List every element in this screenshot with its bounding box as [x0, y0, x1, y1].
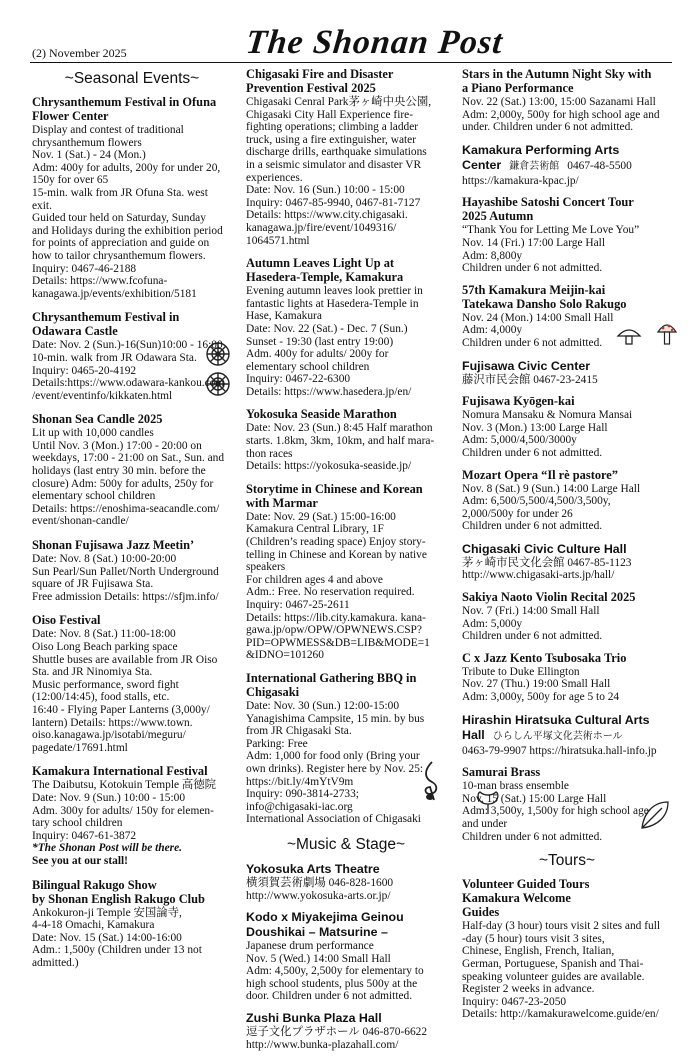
event-detail-line: 藤沢市民会館 0467-23-2415: [462, 373, 598, 386]
event-detail-line: Children under 6 not admitted.: [462, 630, 603, 643]
event-detail-line: gawa.jp/opw/OPW/OPWNEWS.CSP?: [246, 624, 422, 637]
event-detail-line: 10-min. walk from JR Odawara Sta.: [32, 351, 197, 364]
event-detail-line: speakers: [246, 561, 286, 574]
event-detail-line: Music performance, sword fight: [32, 678, 179, 691]
column-events-music: [246, 68, 446, 1059]
event-detail-line: chrysanthemum flowers: [32, 136, 142, 149]
event-detail-line: Adm: 5,000y: [462, 617, 523, 630]
event-title: Guides: [462, 905, 500, 920]
event-detail-line: Inquiry: 0465-20-4192: [32, 364, 137, 377]
event-detail-line: 横須賀芸術劇場 046-828-1600: [246, 876, 394, 889]
event-detail-line: Nov. 24 (Mon.) 14:00 Small Hall: [462, 311, 614, 324]
event-title: Chigasaki: [246, 684, 300, 699]
venue-title: [462, 143, 672, 157]
event-detail-line: Adm: 5,000/4,500/3000y: [462, 434, 577, 447]
event-detail-line: Yanagishima Campsite, 15 min. by bus: [246, 712, 425, 725]
event-detail-line: “Thank You for Letting Me Love You”: [462, 224, 640, 237]
event-listing: [462, 469, 672, 533]
event-detail-line: Details: https://lib.city.kamakura. kana-: [246, 611, 426, 624]
event-listing: [246, 408, 446, 472]
event-title: 2025 Autumn: [462, 209, 534, 224]
event-detail-line: Date: Nov. 9 (Sun.) 10:00 - 15:00: [32, 791, 186, 804]
event-detail-line: Hase, Kamakura: [246, 310, 322, 323]
event-detail-line: 10-man brass ensemble: [462, 780, 569, 793]
event-detail-line: fantastic lights at Hasedera-Temple in: [246, 297, 419, 310]
event-detail-line: 1064571.html: [246, 234, 310, 247]
event-detail-line: Inquiry: 0467-23-2050: [462, 995, 567, 1008]
event-listing: [32, 96, 232, 300]
event-detail-line: starts. 1.8km, 3km, 10km, and half mara-: [246, 435, 435, 448]
event-detail-line: Chigasaki City Hall Experience fire-: [246, 108, 414, 121]
event-detail-line: 2,000/500y for under 26: [462, 507, 573, 520]
event-title: Sakiya Naoto Violin Recital 2025: [462, 590, 636, 605]
event-detail-line: German, Portuguese, Spanish and Thai-: [462, 957, 644, 970]
event-title: Prevention Festival 2025: [246, 81, 376, 95]
event-detail-line: Children under 6 not admitted.: [462, 262, 603, 275]
event-detail-line: 16:40 - Flying Paper Lanterns (3,000y/: [32, 703, 210, 716]
event-title: Yokosuka Seaside Marathon: [246, 407, 397, 422]
event-detail-line: Sta. and JR Ninomiya Sta.: [32, 666, 153, 679]
event-listing: [462, 542, 672, 582]
event-detail-line: Free admission Details: https://sfjm.info/: [32, 590, 219, 603]
event-detail-line: Date: Nov. 29 (Sat.) 15:00-16:00: [246, 510, 396, 523]
venue-name: Chigasaki Civic Culture Hall: [462, 541, 627, 556]
event-detail-line: Inquiry: 0467-46-2188: [32, 262, 137, 275]
section-heading-seasonal-events: ~Seasonal Events~: [64, 70, 200, 87]
event-detail-line: Lit up with 10,000 candles: [32, 427, 154, 440]
section-heading-music-stage: ~Music & Stage~: [286, 835, 406, 853]
venue-title-cont: [462, 728, 672, 744]
event-detail-line: speaking volunteer guides are available.: [462, 970, 645, 983]
event-detail-line: and under: [462, 818, 508, 830]
event-title: Storytime in Chinese and Korean: [246, 481, 423, 496]
event-detail-line: Nov. 8 (Sat.) 9 (Sun.) 14:00 Large Hall: [462, 482, 641, 495]
event-title: Tatekawa Dansho Solo Rakugo: [462, 296, 627, 311]
event-title: Flower Center: [32, 109, 109, 123]
column-venues-tours: [462, 68, 672, 1021]
event-detail-line: Adm: 2,000y, 500y for high school age and: [462, 108, 660, 121]
event-detail-line: 15-min. walk from JR Ofuna Sta. west: [32, 186, 208, 199]
event-detail-line: from JR Chigasaki Sta.: [246, 725, 352, 738]
event-note-line: See you at our stall!: [32, 854, 128, 867]
event-title: Yokosuka Arts Theatre: [246, 861, 380, 876]
event-detail-line: lantern) Details: https://www.town.: [32, 716, 193, 729]
event-detail-line: pagedate/17691.html: [32, 741, 128, 754]
event-detail-line: Date: Nov. 8 (Sat.) 10:00-20:00: [32, 553, 177, 566]
event-detail-line: Date: Nov. 16 (Sun.) 10:00 - 15:00: [246, 184, 405, 197]
event-listing: [246, 1011, 446, 1051]
event-title: Kamakura Welcome: [462, 891, 571, 906]
event-detail-line: closure) Adm: 500y for adults, 250y for: [32, 477, 214, 490]
event-detail-line: Adm. 300y for adults/ 150y for elemen-: [32, 804, 214, 817]
event-detail-line: how to tailor chrysanthemum flowers.: [32, 249, 206, 262]
event-detail-line: Inquiry: 0467-61-3872: [32, 829, 137, 842]
event-detail-line: info@chigasaki-iac.org: [246, 800, 353, 813]
event-detail-line: Inquiry: 090-3814-2733;: [246, 788, 359, 801]
event-listing: [32, 765, 232, 867]
event-listing: [462, 196, 672, 274]
event-detail-line: Kamakura Central Library, 1F: [246, 523, 384, 536]
event-title: Mozart Opera “Il rè pastore”: [462, 467, 618, 482]
event-listing: [32, 879, 232, 970]
event-detail-line: Sun Pearl/Sun Pallet/North Underground: [32, 565, 219, 578]
event-listing: [32, 413, 232, 528]
event-detail-line: Sunset - 19:30 (last entry 19:00): [246, 335, 394, 348]
event-detail-line: Half-day (3 hour) tours visit 2 sites and full: [462, 920, 661, 933]
event-title: Hasedera-Temple, Kamakura: [246, 270, 404, 285]
event-detail-line: 逗子文化プラザホール 046-870-6622: [246, 1026, 428, 1039]
event-title: Chrysanthemum Festival in: [32, 310, 180, 325]
event-title: Autumn Leaves Light Up at: [246, 256, 395, 271]
event-detail-line: Guided tour held on Saturday, Sunday: [32, 212, 206, 225]
venue-title: [462, 359, 672, 373]
event-detail-line: Chinese, English, French, Italian,: [462, 945, 615, 958]
event-detail-line: http://www.bunka-plazahall.com/: [246, 1038, 399, 1051]
event-detail-line: (12:00/14:45), food stalls, etc.: [32, 691, 170, 704]
event-detail-line: elementary school children: [32, 490, 156, 503]
event-title: Volunteer Guided Tours: [462, 877, 590, 892]
event-title: International Gathering BBQ in: [246, 670, 417, 685]
event-detail-line: Nov. 27 (Thu.) 19:00 Small Hall: [462, 678, 611, 691]
event-title: Shonan Fujisawa Jazz Meetin’: [32, 538, 195, 553]
venue-phone: 0467-48-5500: [567, 159, 632, 172]
event-detail-line: Details: https://enoshima-seacandle.com/: [32, 502, 220, 515]
event-listing: [246, 672, 446, 826]
venue-name: Hirashin Hiratsuka Cultural Arts: [462, 712, 650, 727]
event-detail-line: https://bit.ly/4mYtV9m: [246, 775, 354, 788]
event-detail-line: tary school children: [32, 817, 123, 830]
event-title: Hayashibe Satoshi Concert Tour: [462, 195, 634, 210]
event-detail-line: Adm.: 1,500y (Children under 13 not: [32, 944, 202, 957]
event-detail-line: Chigasaki Cenral Park茅ヶ崎中央公園,: [246, 96, 432, 108]
event-detail-line: oiso.kanagawa.jp/isotabi/meguru/: [32, 729, 186, 742]
event-title: Oiso Festival: [32, 613, 101, 628]
event-detail-line: for points of appreciation and guide on: [32, 237, 210, 250]
venue-name-cont: Hall: [462, 727, 485, 742]
event-detail-line: holidays (last entry 30 min. before the: [32, 465, 206, 478]
event-detail-line: 4-4-18 Omachi, Kamakura: [32, 919, 155, 932]
event-detail-line: Adm. 400y for adults/ 200y for: [246, 348, 389, 361]
event-listing: [462, 68, 672, 134]
event-listing: [246, 257, 446, 398]
event-title: by Shonan English Rakugo Club: [32, 891, 205, 906]
issue-label: (2) November 2025: [32, 46, 127, 60]
event-detail-line: Details:https://www.odawara-kankou.com: [32, 377, 225, 390]
event-detail-line: Adm: 1,000 for food only (Bring your: [246, 750, 420, 763]
venue-title: [462, 713, 672, 727]
event-detail-line: Adm: 3,500y, 1,500y for high school age: [462, 805, 649, 818]
event-detail-line: truck, using a fire extinguisher, water: [246, 133, 417, 146]
event-detail-line: Date: Nov. 23 (Sun.) 8:45 Half marathon: [246, 422, 433, 435]
column-seasonal-events: [32, 68, 232, 980]
event-title: Stars in the Autumn Night Sky with: [462, 67, 652, 81]
event-listing: [32, 311, 232, 402]
event-detail-line: Nov. 5 (Wed.) 14:00 Small Hall: [246, 952, 391, 965]
event-detail-line: Adm.: Free. No reservation required.: [246, 586, 415, 599]
event-note-line: *The Shonan Post will be there.: [32, 842, 182, 855]
event-detail-line: Date: Nov. 22 (Sat.) - Dec. 7 (Sun.): [246, 322, 408, 335]
event-listing: [246, 483, 446, 662]
event-detail-line: Inquiry: 0467-22-6300: [246, 373, 351, 386]
event-detail-line: Adm: 400y for adults, 200y for under 20,: [32, 161, 221, 174]
event-detail-line: Nov. 1 (Sat.) - 24 (Mon.): [32, 149, 146, 162]
event-detail-line: own drinks). Register here by Nov. 25:: [246, 762, 424, 775]
event-detail-line: door. Children under 6 not admitted.: [246, 990, 413, 1003]
event-listing: [246, 910, 446, 1003]
event-listing: [462, 395, 672, 459]
event-detail-line: Japanese drum performance: [246, 940, 374, 953]
event-detail-line: fighting operations; climbing a ladder: [246, 121, 419, 134]
event-title: Zushi Bunka Plaza Hall: [246, 1011, 382, 1026]
event-detail-line: kanagawa.jp/fire/event/1049316/: [246, 221, 397, 234]
event-detail-line: event/shonan-candle/: [32, 515, 129, 528]
event-listing: [462, 713, 672, 758]
venue-title-cont: [462, 158, 672, 174]
event-detail-line: elementary school children: [246, 360, 370, 373]
event-detail-line: Nov. 22 (Sat.) 13:00, 15:00 Sazanami Hall: [462, 96, 656, 108]
venue-japanese-name: 鎌倉芸術館: [509, 160, 560, 172]
event-detail-line: Register 2 weeks in advance.: [462, 983, 595, 996]
event-detail-line: Children under 6 not admitted.: [462, 446, 603, 459]
event-detail-line: Details: http://kamakurawelcome.guide/en/: [462, 1008, 659, 1021]
venue-title: [462, 542, 672, 556]
event-detail-line: square of JR Fujisawa Sta.: [32, 578, 154, 591]
event-detail-line: Children under 6 not admitted.: [462, 520, 603, 533]
event-detail-line: thon races: [246, 447, 293, 460]
event-detail-line: 150y for over 65: [32, 174, 109, 187]
event-detail-line: high school students, plus 500y at the: [246, 977, 418, 990]
event-detail-line: PID=OPWMESS&DB=LIB&MODE=1: [246, 636, 430, 649]
event-detail-line: 0463-79-9907 https://hiratsuka.hall-info.jp: [462, 744, 657, 757]
event-title: Samurai Brass: [462, 765, 541, 780]
event-detail-line: kanagawa.jp/events/exhibition/5181: [32, 287, 197, 300]
event-detail-line: Nov. 15 (Sat.) 15:00 Large Hall: [462, 792, 607, 805]
event-detail-line: Adm: 8,800y: [462, 249, 523, 262]
event-detail-line: https://kamakura-kpac.jp/: [462, 174, 579, 187]
event-detail-line: Oiso Long Beach parking space: [32, 641, 178, 653]
event-title: C x Jazz Kento Tsubosaka Trio: [462, 650, 627, 665]
event-detail-line: Parking: Free: [246, 737, 308, 750]
event-detail-line: Children under 6 not admitted.: [462, 830, 603, 843]
event-detail-line: Until Nov. 3 (Mon.) 17:00 - 20:00 on: [32, 439, 202, 452]
event-listing: [246, 68, 446, 247]
venue-name: Kamakura Performing Arts: [462, 142, 620, 157]
event-detail-line: under. Children under 6 not admitted.: [462, 121, 634, 134]
section-heading-tours: ~Tours~: [538, 852, 595, 870]
event-detail-line: &IDNO=101260: [246, 649, 324, 662]
event-detail-line: http://www.yokosuka-arts.or.jp/: [246, 889, 391, 902]
event-detail-line: Evening autumn leaves look prettier in: [246, 285, 423, 298]
venue-japanese-name: ひらしん平塚文化芸術ホール: [492, 730, 623, 742]
event-detail-line: admitted.): [32, 956, 79, 969]
event-detail-line: experiences.: [246, 171, 303, 184]
event-listing: [462, 359, 672, 387]
event-listing: [462, 878, 672, 1021]
event-title: a Piano Performance: [462, 81, 574, 95]
event-detail-line: Nov. 7 (Fri.) 14:00 Small Hall: [462, 605, 600, 618]
event-detail-line: Ankokuron-ji Temple 安国論寺,: [32, 906, 182, 919]
masthead-title: The Shonan Post: [244, 24, 505, 61]
event-title: Kamakura International Festival: [32, 764, 208, 779]
venue-name-cont: Center: [462, 157, 502, 172]
event-detail-line: discharge drills, earthquake simulations: [246, 146, 427, 159]
event-detail-line: Tribute to Duke Ellington: [462, 665, 580, 678]
event-detail-line: Adm: 6,500/5,500/4,500/3,500y,: [462, 495, 611, 508]
event-listing: [246, 862, 446, 902]
event-detail-line: International Association of Chigasaki: [246, 813, 421, 826]
event-detail-line: Details: https://www.fcofuna-: [32, 275, 168, 288]
event-detail-line: -day (5 hour) tours visit 3 sites,: [462, 932, 605, 945]
event-detail-line: Date: Nov. 2 (Sun.)-16(Sun)10:00 - 16:00: [32, 339, 223, 352]
event-detail-line: Nomura Mansaku & Nomura Mansai: [462, 409, 633, 422]
event-detail-line: Nov. 14 (Fri.) 17:00 Large Hall: [462, 236, 605, 249]
event-detail-line: Adm: 4,000y: [462, 324, 523, 337]
event-detail-line: Children under 6 not admitted.: [462, 336, 603, 349]
event-detail-line: Date: Nov. 30 (Sun.) 12:00-15:00: [246, 699, 400, 712]
event-detail-line: The Daibutsu, Kotokuin Temple 高徳院: [32, 779, 217, 792]
event-title: Shonan Sea Candle 2025: [32, 412, 163, 427]
event-title: Fujisawa Kyōgen-kai: [462, 394, 575, 409]
event-detail-line: exit.: [32, 199, 52, 212]
event-detail-line: http://www.chigasaki-arts.jp/hall/: [462, 569, 615, 582]
event-title: 57th Kamakura Meijin-kai: [462, 282, 606, 297]
event-listing: [462, 652, 672, 704]
event-listing: [462, 284, 672, 350]
event-title: Chigasaki Fire and Disaster: [246, 67, 394, 81]
event-detail-line: Display and contest of traditional: [32, 124, 184, 136]
event-detail-line: Details: https://www.hasedera.jp/en/: [246, 385, 412, 398]
event-title: Chrysanthemum Festival in Ofuna: [32, 95, 217, 109]
event-detail-line: and Holidays during the exhibition period: [32, 224, 223, 237]
event-detail-line: For children ages 4 and above: [246, 573, 383, 586]
event-detail-line: Adm: 4,500y, 2,500y for elementary to: [246, 965, 424, 978]
header-divider: [30, 62, 672, 63]
event-title: Doushikai – Matsurine –: [246, 925, 388, 940]
event-detail-line: Inquiry: 0467-25-2611: [246, 599, 350, 611]
event-detail-line: Inquiry: 0467-85-9940, 0467-81-7127: [246, 196, 421, 209]
event-listing: [462, 143, 672, 188]
event-listing: [32, 614, 232, 754]
event-detail-line: Shuttle buses are available from JR Oiso: [32, 653, 218, 666]
event-detail-line: Date: Nov. 8 (Sat.) 11:00-18:00: [32, 628, 176, 641]
event-detail-line: Adm: 3,000y, 500y for age 5 to 24: [462, 691, 620, 704]
event-title: Odawara Castle: [32, 324, 118, 339]
event-detail-line: Date: Nov. 15 (Sat.) 14:00-16:00: [32, 931, 182, 944]
event-detail-line: telling in Chinese and Korean by native: [246, 548, 427, 561]
event-detail-line: Details: https://yokosuka-seaside.jp/: [246, 460, 412, 473]
event-detail-line: in a seismic simulator and disaster VR: [246, 158, 422, 171]
event-detail-line: /event/eventinfo/kikkaten.html: [32, 389, 173, 402]
event-title: Kodo x Miyakejima Geinou: [246, 910, 404, 925]
event-listing: [462, 591, 672, 643]
event-listing: [462, 766, 672, 843]
event-detail-line: Details: https://www.city.chigasaki.: [246, 209, 408, 222]
event-detail-line: weekdays, 17:00 - 21:00 on Sat., Sun. and: [32, 452, 225, 465]
event-detail-line: (Children’s reading space) Enjoy story-: [246, 536, 426, 549]
event-detail-line: Nov. 3 (Mon.) 13:00 Large Hall: [462, 421, 608, 434]
event-title: Bilingual Rakugo Show: [32, 877, 157, 892]
event-title: with Marmar: [246, 495, 318, 510]
event-detail-line: 茅ヶ崎市民文化会館 0467-85-1123: [462, 556, 632, 569]
event-listing: [32, 539, 232, 603]
venue-name: Fujisawa Civic Center: [462, 358, 591, 373]
